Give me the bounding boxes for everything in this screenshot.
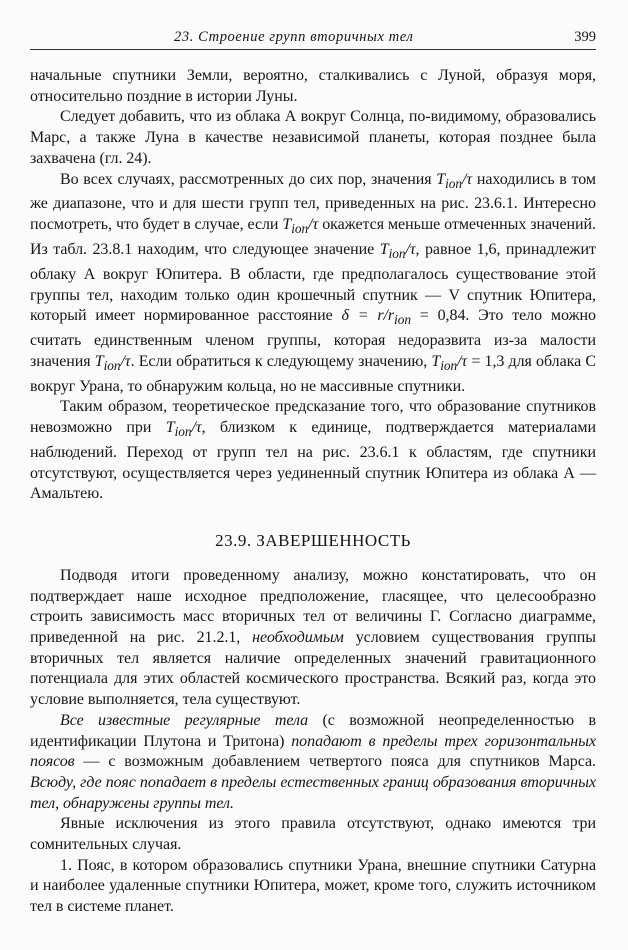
paragraph: Во всех случаях, рассмотренных до сих пор, значения $T_{ion}/\tau$ находились в том же диапазоне, что и для шести групп тел, приведенных на рис. 23.6.1. Интересно посмотреть, что будет в случае, если $T_{ion}/\tau$ окажется меньше отмеченных значений. Из табл. 23.8.1 находим, что следующее значение $T_{ion}/\tau$, равное 1,6, принадлежит облаку А вокруг Юпитера. В области, где предполагалось существование этой группы тел, находим только один крошечный спутник — V спутник Юпитера, который имеет нормированное расстояние $\delta = r/r_{ion} = 0,84$. Это тело можно считать единственным членом группы, которая недоразвита из-за малости значения $T_{ion}/\tau$. Если обратиться к следующему значению, $T_{ion}/\tau = 1,3$ для облака С вокруг Урана, то обнаружим кольца, но не массивные спутники. — [30, 170, 596, 395]
formula-T-ion-tau: $T_{ion}/\tau$ — [282, 216, 319, 237]
page-body — [30, 66, 596, 918]
formula-T-ion-tau: $T_{ion}/\tau$ — [379, 241, 416, 262]
paragraph: Явные исключения из этого правила отсутствуют, однако имеются три сомнительных случая. — [30, 815, 596, 854]
chapter-title: 23. Строение групп вторичных тел — [174, 29, 414, 45]
paragraph: Следует добавить, что из облака А вокруг Солнца, по-видимому, образовались Марс, а также Луна в качестве независимой планеты, которая позднее была захвачена (гл. 24). — [30, 108, 596, 167]
formula-delta: $\delta = r/r_{ion}$ — [341, 307, 411, 328]
formula-T-ion-tau: $T_{ion}/\tau$ — [165, 419, 202, 440]
paragraph: Подводя итоги проведенному анализу, можно констатировать, что он подтверждает наше исходное предположение, гласящее, что целесообразно строить зависимость масс вторичных тел от величины Г. Согласно диаграмме, приведенной на рис. 21.2.1, необходимым условием существования группы вторичных тел является наличие определенных значений гравитационного потенциала для этих областей космического пространства. Всякий раз, когда это условие выполняется, тела существуют. — [30, 566, 596, 709]
formula-T-ion-tau: $T_{ion}/\tau$ — [436, 170, 473, 191]
paragraph: Таким образом, теоретическое предсказание того, что образование спутников невозможно при $T_{ion}/\tau$, близком к единице, подтверждается материалами наблюдений. Переход от групп тел на рис. 23.6.1 к областям, где спутники отсутствуют, осуществляется через уединенный спутник Юпитера из облака А — Амальтею. — [30, 398, 596, 503]
formula-T-ion-tau: $T_{ion}/\tau$ — [94, 352, 131, 374]
page-number: 399 — [574, 29, 596, 45]
section-heading: 23.9. ЗАВЕРШЕННОСТЬ — [215, 531, 411, 551]
paragraph: 1. Пояс, в котором образовались спутники Урана, внешние спутники Сатурна и наиболее удаленные спутники Юпитера, может, кроме того, служить источником тел в системе планет. — [30, 856, 596, 916]
paragraph: Все известные регулярные тела (с возможной неопределенностью в идентификации Плутона и Тритона) попадают в пределы трех горизонтальных поясов — с возможным добавлением четвертого пояса для спутников Марса. Всюду, где пояс попадает в пределы естественных границ образования вторичных тел, обнаружены группы тел. — [30, 711, 596, 812]
paragraph: начальные спутники Земли, вероятно, сталкивались с Луной, образуя моря, относительно поздние в истории Луны. — [30, 67, 596, 105]
running-header — [30, 28, 596, 50]
formula-T-ion-tau: $T_{ion}/\tau$ — [431, 352, 468, 374]
